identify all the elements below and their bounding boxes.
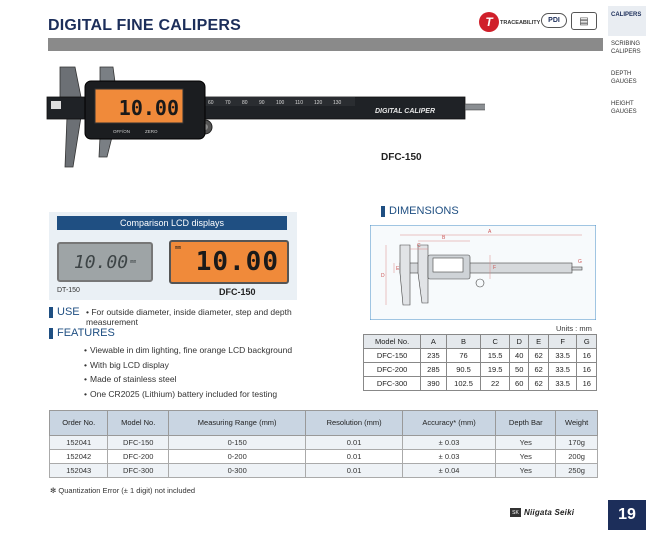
dimensions-table-header-row (364, 335, 597, 349)
spec-header-model-no: Model No. (108, 411, 169, 436)
table-cell: 0-300 (169, 464, 306, 478)
diagram-letter-b: B (442, 235, 446, 241)
pdi-logo: PDI (541, 13, 567, 28)
svg-text:120: 120 (314, 100, 323, 106)
footer-logo-icon: SK (510, 508, 521, 517)
orange-lcd-display (169, 240, 289, 284)
table-row (50, 450, 598, 464)
table-cell: DFC-150 (108, 436, 169, 450)
nav-item-calipers[interactable]: CALIPERS (608, 6, 646, 36)
page-title: DIGITAL FINE CALIPERS (48, 17, 241, 34)
side-nav (608, 0, 646, 537)
dim-header-e: E (529, 335, 548, 349)
display-value: 10.00 (118, 96, 179, 120)
features-list (84, 345, 292, 403)
lcd-compare-header: Comparison LCD displays (57, 216, 287, 230)
product-model-caption: DFC-150 (381, 152, 422, 163)
spec-header-accuracy: Accuracy* (mm) (402, 411, 496, 436)
table-cell: DFC-300 (364, 377, 421, 391)
spec-header-measuring-range: Measuring Range (mm) (169, 411, 306, 436)
dim-lcd-label: DT-150 (57, 287, 80, 294)
use-section-title: USE (57, 306, 80, 318)
orange-lcd-unit: mm (175, 245, 182, 251)
feature-item: • Viewable in dim lighting, fine orange LCD background (84, 345, 292, 360)
table-cell: DFC-300 (108, 464, 169, 478)
table-cell: 62 (529, 377, 548, 391)
table-cell: 152042 (50, 450, 108, 464)
table-cell: 60 (509, 377, 528, 391)
zero-label: ZERO (145, 129, 158, 134)
table-cell: 200g (556, 450, 598, 464)
table-cell: 0.01 (306, 450, 402, 464)
features-section-marker (49, 328, 53, 339)
table-cell: 0-200 (169, 450, 306, 464)
table-row (364, 349, 597, 363)
svg-text:60: 60 (208, 100, 214, 106)
table-cell: 170g (556, 436, 598, 450)
spec-header-depth-bar: Depth Bar (496, 411, 556, 436)
dimensions-table (363, 334, 597, 391)
dim-lcd-value: 10.00 (73, 251, 129, 273)
page-number: 19 (608, 500, 646, 530)
footnote: ✻ Quantization Error (± 1 digit) not included (50, 486, 196, 495)
diagram-letter-e: E (396, 266, 400, 272)
dim-lcd-display (57, 242, 153, 282)
table-cell: Yes (496, 436, 556, 450)
svg-text:100: 100 (276, 100, 285, 106)
footer-brand-logo (510, 508, 574, 517)
table-cell: 0.01 (306, 464, 402, 478)
diagram-letter-c: C (417, 243, 421, 249)
table-cell: 15.5 (481, 349, 510, 363)
svg-text:80: 80 (242, 100, 248, 106)
table-cell: Yes (496, 450, 556, 464)
dim-header-f: F (548, 335, 577, 349)
table-cell: 50 (509, 363, 528, 377)
table-cell: 33.5 (548, 349, 577, 363)
title-bar (48, 38, 603, 51)
table-cell: 40 (509, 349, 528, 363)
table-cell: 152043 (50, 464, 108, 478)
table-cell: DFC-200 (364, 363, 421, 377)
spec-header-order-no: Order No. (50, 411, 108, 436)
feature-item: • One CR2025 (Lithium) battery included for testing (84, 389, 292, 404)
traceability-logo-icon: T (479, 12, 499, 32)
diagram-letter-g: G (578, 259, 582, 265)
use-section-marker (49, 307, 53, 318)
table-cell: 152041 (50, 436, 108, 450)
nav-item-scribing-calipers[interactable]: SCRIBING CALIPERS (611, 41, 641, 55)
table-cell: DFC-200 (108, 450, 169, 464)
footer-brand-name: Niigata Seiki (524, 508, 575, 517)
units-label: Units : mm (556, 324, 592, 333)
table-cell: 19.5 (481, 363, 510, 377)
table-cell: 62 (529, 363, 548, 377)
dimensions-diagram (370, 225, 596, 320)
traceability-label: TRACEABILITY (500, 20, 541, 26)
table-cell: 250g (556, 464, 598, 478)
dim-header-model: Model No. (364, 335, 421, 349)
dim-lcd-unit: mm (130, 259, 137, 265)
off-on-label: OFF/ON (113, 129, 130, 134)
nav-item-depth-gauges[interactable]: DEPTH GAUGES (611, 71, 637, 85)
table-cell: 0-150 (169, 436, 306, 450)
svg-text:110: 110 (295, 100, 303, 106)
spec-table-header-row (50, 411, 598, 436)
table-cell: 33.5 (548, 377, 577, 391)
table-cell: 285 (421, 363, 447, 377)
use-description: • For outside diameter, inside diameter, step and depth measurement (86, 307, 292, 327)
depth-bar (465, 104, 485, 110)
diagram-letter-f: F (493, 265, 497, 271)
dim-header-a: A (421, 335, 447, 349)
table-cell: 33.5 (548, 363, 577, 377)
table-cell: ± 0.04 (402, 464, 496, 478)
svg-text:130: 130 (333, 100, 342, 106)
orange-lcd-label: DFC-150 (219, 287, 256, 297)
dimensions-section-marker (381, 206, 385, 217)
features-section-title: FEATURES (57, 327, 115, 339)
table-cell: 390 (421, 377, 447, 391)
caliper-brand-text: DIGITAL CALIPER (375, 108, 436, 115)
table-row (364, 377, 597, 391)
table-cell: 16 (577, 349, 597, 363)
spec-header-weight: Weight (556, 411, 598, 436)
brand-logo-icon (51, 101, 61, 109)
certificate-icon: ▤ (571, 12, 597, 30)
dim-header-g: G (577, 335, 597, 349)
dim-header-b: B (446, 335, 481, 349)
table-cell: DFC-150 (364, 349, 421, 363)
orange-lcd-value: 10.00 (195, 247, 279, 277)
svg-text:90: 90 (259, 100, 265, 106)
feature-item: • With big LCD display (84, 360, 292, 375)
table-cell: 76 (446, 349, 481, 363)
table-cell: 62 (529, 349, 548, 363)
specification-table (49, 410, 598, 478)
dimensions-section-title: DIMENSIONS (389, 205, 459, 217)
svg-text:70: 70 (225, 100, 231, 106)
table-row (50, 464, 598, 478)
table-cell: 90.5 (446, 363, 481, 377)
table-cell: 102.5 (446, 377, 481, 391)
diagram-letter-d: D (381, 273, 385, 279)
diagram-letter-a: A (488, 229, 492, 235)
table-cell: 0.01 (306, 436, 402, 450)
dim-header-d: D (509, 335, 528, 349)
table-cell: 235 (421, 349, 447, 363)
spec-header-resolution: Resolution (mm) (306, 411, 402, 436)
table-cell: 22 (481, 377, 510, 391)
nav-item-height-gauges[interactable]: HEIGHT GAUGES (611, 101, 637, 115)
lcd-compare-panel (49, 212, 297, 300)
dim-header-c: C (481, 335, 510, 349)
table-cell: 16 (577, 377, 597, 391)
table-row (50, 436, 598, 450)
table-cell: Yes (496, 464, 556, 478)
feature-item: • Made of stainless steel (84, 374, 292, 389)
table-cell: ± 0.03 (402, 436, 496, 450)
table-cell: ± 0.03 (402, 450, 496, 464)
table-row (364, 363, 597, 377)
table-cell: 16 (577, 363, 597, 377)
